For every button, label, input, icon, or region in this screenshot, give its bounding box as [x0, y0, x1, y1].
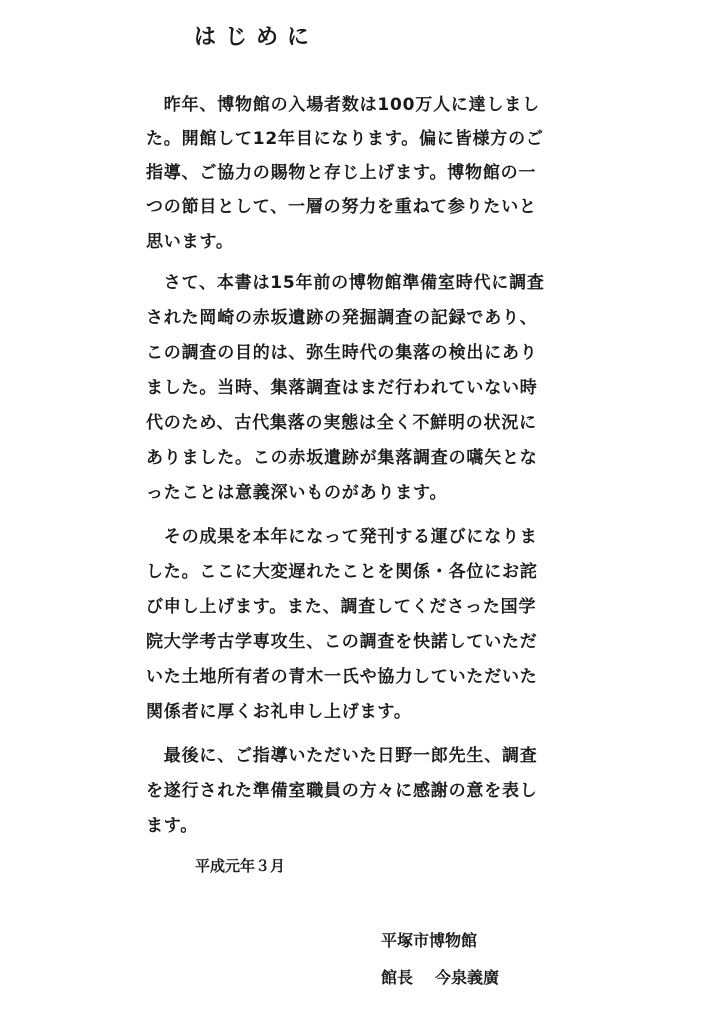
signature-name: 今泉義廣	[435, 968, 500, 987]
text-line: ます。	[146, 816, 199, 836]
text-line: ありました。この赤坂遺跡が集落調査の嚆矢とな	[146, 448, 538, 468]
text-line: 思います。	[146, 232, 234, 252]
text-line: 指導、ご協力の賜物と存じ上げます。博物館の一	[146, 163, 537, 183]
text-line: この調査の目的は、弥生時代の集落の検出にあり	[146, 343, 538, 363]
text-line: 最後に、ご指導いただいた日野一郎先生、調査	[146, 746, 538, 766]
text-line: ました。当時、集落調査はまだ行われていない時	[146, 378, 538, 398]
text-line: び申し上げます。また、調査してくださった国学	[146, 597, 537, 617]
text-line: つの節目として、一層の努力を重ねて参りたいと	[146, 197, 537, 217]
text-line: その成果を本年になって発刊する運びになりま	[146, 527, 538, 547]
page-title: はじめに	[194, 25, 319, 50]
organization-name: 平塚市博物館	[381, 931, 478, 950]
signature-position: 館長	[381, 968, 414, 987]
text-line: さて、本書は15年前の博物館準備室時代に調査	[146, 273, 545, 293]
date: 平成元年３月	[195, 857, 286, 875]
text-line: 関係者に厚くお礼申し上げます。	[146, 702, 412, 722]
text-line: 院大学考古学専攻生、この調査を快諾していただ	[146, 632, 538, 652]
text-line: 昨年、博物館の入場者数は100万人に達しまし	[146, 95, 540, 115]
text-line: された岡崎の赤坂遺跡の発掘調査の記録であり、	[146, 308, 538, 328]
text-line: 代のため、古代集落の実態は全く不鮮明の状況に	[146, 413, 537, 433]
text-line: た。開館して12年目になります。偏に皆様方のご	[146, 129, 544, 149]
signature	[381, 965, 499, 988]
text-line: した。ここに大変遅れたことを関係・各位にお詫	[146, 562, 538, 582]
text-line: いた土地所有者の青木一氏や協力していただいた	[146, 667, 538, 687]
text-line: ったことは意義深いものがあります。	[146, 483, 448, 503]
text-line: を遂行された準備室職員の方々に感謝の意を表し	[146, 781, 538, 801]
